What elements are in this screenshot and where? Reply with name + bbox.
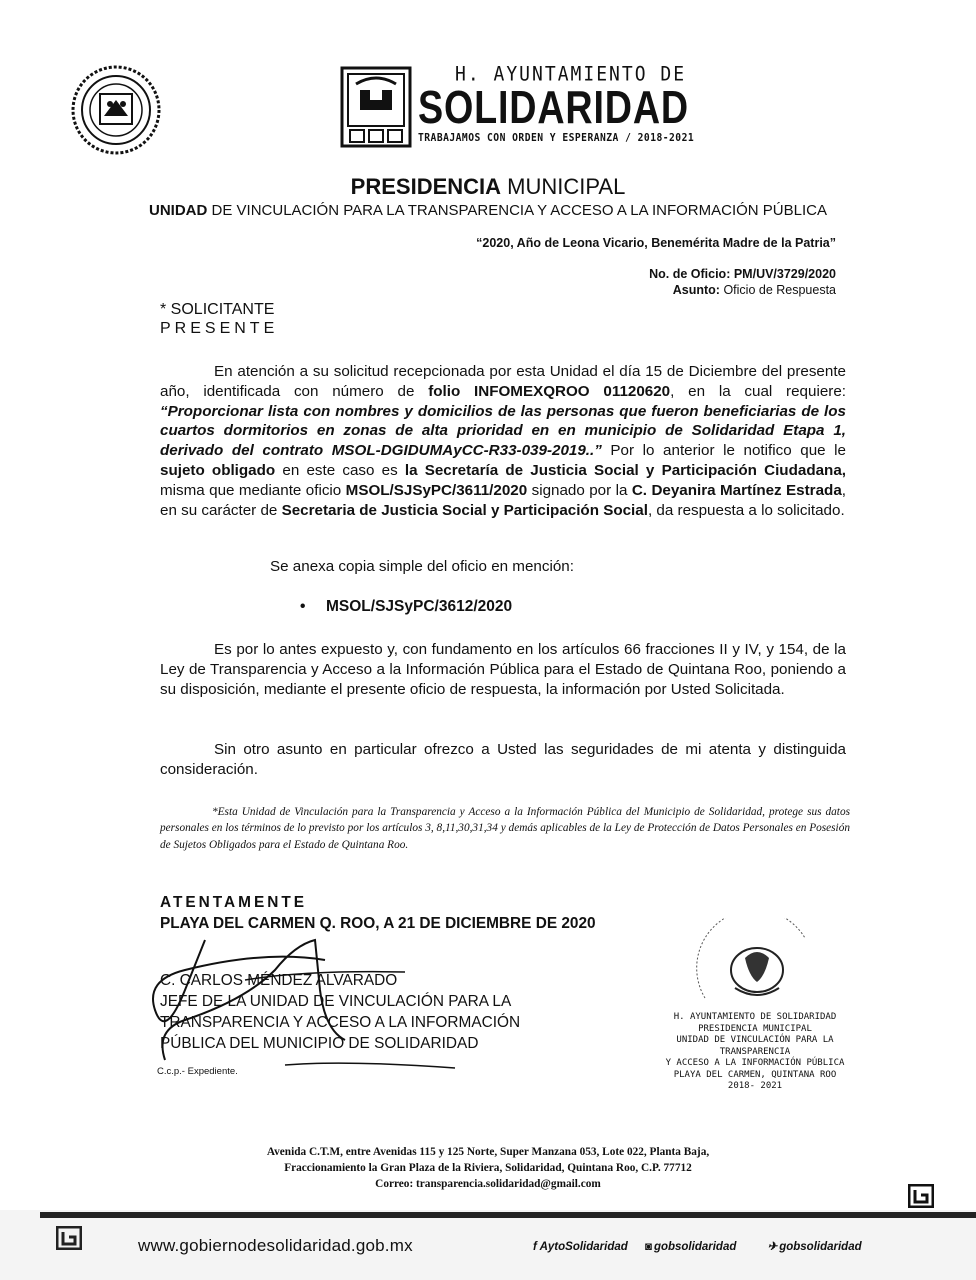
stamp-line4: Y ACCESO A LA INFORMACIÓN PÚBLICA	[665, 1058, 845, 1068]
signatory-title1: JEFE DE LA UNIDAD DE VINCULACIÓN PARA LA	[160, 993, 512, 1010]
p1-sujeto: sujeto obligado	[160, 461, 276, 479]
presidencia-title	[0, 174, 976, 200]
footer-addr2: Fraccionamiento la Gran Plaza de la Riviera, Solidaridad, Quintana Roo, C.P. 77712	[284, 1162, 692, 1174]
stamp-line6: 2018- 2021	[727, 1081, 783, 1091]
p1-text-d: en este caso es	[275, 461, 405, 479]
p1-text-h: , da respuesta a lo solicitado.	[647, 501, 845, 519]
paragraph-legal: Es por lo antes expuesto y, con fundamento en los artículos 66 fracciones II y IV, y 154, de la Ley de Transparencia y Acceso a la Información Pública para el Estado de Quintana Roo, poniendo a su disposición, mediante el presente oficio de respuesta, la información por Usted Solicitada.	[160, 641, 846, 698]
footer-addr1: Avenida C.T.M, entre Avenidas 115 y 125 Norte, Super Manzana 053, Lote 022, Planta Baja,	[266, 1146, 710, 1158]
paragraph-request	[160, 362, 846, 520]
recipient-line1: * SOLICITANTE	[160, 301, 275, 318]
asunto-label: Asunto:	[672, 283, 720, 297]
recipient-line2: PRESENTE	[160, 320, 279, 337]
p1-text-c: Por lo anterior le notifico que le	[601, 442, 846, 460]
unidad-title	[0, 202, 976, 219]
signatory-name: C. CARLOS MÉNDEZ ALVARADO	[160, 972, 398, 989]
asunto-value: Oficio de Respuesta	[723, 283, 836, 297]
footer-address	[0, 1144, 976, 1192]
instagram-icon: ◙	[644, 1241, 652, 1253]
annex-list-item	[300, 598, 512, 616]
unidad-rest: DE VINCULACIÓN PARA LA TRANSPARENCIA Y ACCESO A LA INFORMACIÓN PÚBLICA	[211, 202, 827, 219]
year-motto: “2020, Año de Leona Vicario, Benemérita Madre de la Patria”	[476, 236, 836, 250]
twitter-link[interactable]	[768, 1241, 876, 1253]
signatory-block	[160, 970, 520, 1054]
p1-text-e: misma que mediante oficio	[160, 481, 346, 499]
instagram-link[interactable]	[645, 1241, 750, 1253]
p1-text-g: , en su carácter de	[160, 481, 846, 519]
footer-email[interactable]: Correo: transparencia.solidaridad@gmail.com	[375, 1178, 601, 1190]
footer-logo-icon	[56, 1226, 82, 1250]
p1-text-a: En atención a su solicitud recepcionada por esta Unidad el día 15 de Diciembre del presente año, identificada con número de	[160, 363, 846, 400]
recipient-block	[160, 300, 278, 338]
p1-quote: “Proporcionar lista con nombres y domicilios de las personas que fueron beneficiarias de los cuartos dormitorios en zonas de alta prioridad en en municipio de Solidaridad Etapa 1, derivado del contrato MSOL-DGIDUMAyCC-R33-039-2019..”	[160, 402, 846, 460]
brand-main: SOLIDARIDAD	[418, 81, 689, 133]
stamp-line3: UNIDAD DE VINCULACIÓN PARA LA TRANSPARENCIA	[676, 1035, 834, 1057]
p1-text-f: signado por la	[527, 481, 632, 499]
brand-top: H. AYUNTAMIENTO DE	[455, 62, 687, 87]
stamp-line1: H. AYUNTAMIENTO DE SOLIDARIDAD	[673, 1012, 837, 1022]
footer-rule	[40, 1212, 976, 1218]
ccp-line: C.c.p.- Expediente.	[157, 1066, 238, 1077]
instagram-handle: gobsolidaridad	[653, 1241, 737, 1253]
p1-oficio: MSOL/SJSyPC/3611/2020	[345, 481, 528, 499]
stamp-line5: PLAYA DEL CARMEN, QUINTANA ROO	[673, 1069, 837, 1080]
annex-oficio: MSOL/SJSyPC/3612/2020	[326, 598, 513, 615]
unidad-bold: UNIDAD	[149, 202, 208, 219]
footer-social	[533, 1239, 890, 1253]
signatory-title2: TRANSPARENCIA Y ACCESO A LA INFORMACIÓN	[160, 1014, 521, 1031]
footer-brand-icon	[908, 1184, 934, 1208]
paragraph-closing: Sin otro asunto en particular ofrezco a Usted las seguridades de mi atenta y distinguida consideración.	[160, 741, 846, 778]
brand-tagline: TRABAJAMOS CON ORDEN Y ESPERANZA / 2018-2021	[418, 132, 695, 144]
oficio-number: PM/UV/3729/2020	[733, 267, 836, 281]
twitter-handle: gobsolidaridad	[779, 1241, 862, 1253]
municipal-seal-icon	[70, 64, 162, 156]
twitter-icon: ✈	[767, 1241, 778, 1253]
stamp-line2: PRESIDENCIA MUNICIPAL	[698, 1023, 812, 1034]
ayuntamiento-logo-icon	[340, 66, 412, 148]
official-stamp	[660, 918, 850, 1091]
p1-text-b: , en la cual requiere:	[670, 382, 846, 400]
bullet-icon: •	[300, 598, 306, 615]
anexa-line: Se anexa copia simple del oficio en mención:	[270, 558, 574, 575]
signatory-title3: PÚBLICA DEL MUNICIPIO DE SOLIDARIDAD	[160, 1035, 479, 1052]
footer-website-link[interactable]: www.gobiernodesolidaridad.gob.mx	[138, 1236, 413, 1255]
closing-atentamente: ATENTAMENTE	[160, 894, 307, 911]
p1-persona: C. Deyanira Martínez Estrada	[631, 481, 842, 499]
privacy-note: *Esta Unidad de Vinculación para la Transparencia y Acceso a la Información Pública del Municipio de Solidaridad, protege sus datos personales en los términos de lo previsto por los artículos 3, 8,11,30,31,34 y demás aplicables de la Ley de Protección de Datos Personales en Posesión de Sujetos Obligados para el Estado de Quintana Roo.	[160, 806, 850, 851]
place-date: PLAYA DEL CARMEN Q. ROO, A 21 DE DICIEMBRE DE 2020	[160, 915, 596, 932]
oficio-info	[649, 266, 836, 298]
p1-secretaria: la Secretaría de Justicia Social y Participación Ciudadana,	[404, 461, 846, 479]
facebook-link[interactable]: f AytoSolidaridad	[533, 1241, 628, 1253]
oficio-number-label: No. de Oficio:	[649, 267, 731, 281]
presidencia-rest: MUNICIPAL	[507, 174, 626, 199]
p1-cargo: Secretaria de Justicia Social y Participación Social	[281, 501, 648, 519]
coat-of-arms-icon	[695, 918, 815, 1008]
p1-folio: folio INFOMEXQROO 01120620	[428, 382, 671, 400]
presidencia-bold: PRESIDENCIA	[350, 174, 502, 199]
